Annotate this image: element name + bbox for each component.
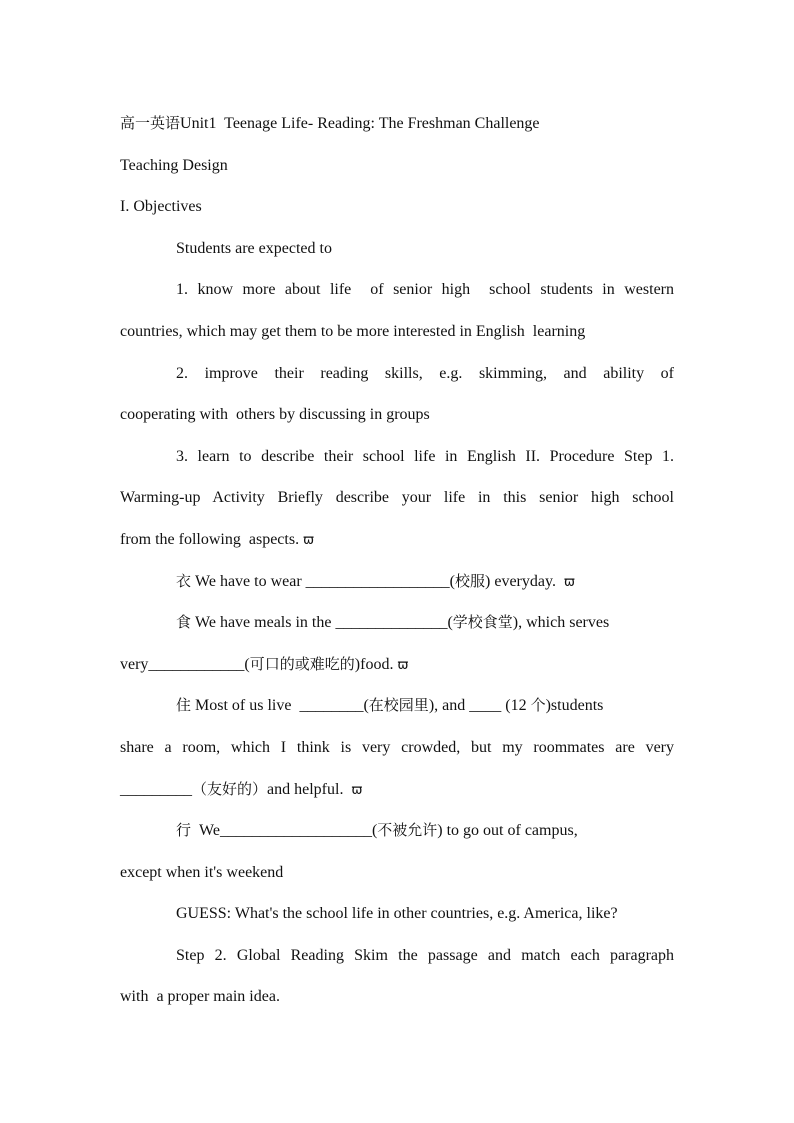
housing-l3-a: _________	[120, 780, 192, 798]
aspect-housing	[120, 685, 674, 727]
travel-end: ) to go out of campus,	[437, 822, 578, 840]
objective-1-line-2: countries, which may get them to be more interested in English learning	[120, 322, 586, 340]
step-2-line-2: with a proper main idea.	[120, 988, 280, 1006]
title-cn: 高一英语	[120, 114, 181, 132]
food-l2-cn-hint: 可口的或难吃的	[249, 654, 355, 673]
clothing-cn-hint: 校服	[455, 571, 486, 590]
travel-cn-hint: 不被允许	[377, 821, 438, 840]
aspect-travel-line-2: except when it's weekend	[120, 863, 284, 881]
guess-question: GUESS: What's the school life in other countries, e.g. America, like?	[176, 905, 618, 923]
clothing-char: 衣	[176, 571, 192, 590]
housing-end: )students	[545, 697, 604, 715]
section-heading-objectives: I. Objectives	[120, 198, 202, 216]
food-char: 食	[176, 613, 192, 632]
food-text: We have meals in the ______________(	[195, 614, 453, 632]
aspect-housing-line-2: share a room, which I think is very crowded, but my roommates are very	[120, 738, 674, 756]
document-title	[120, 103, 674, 145]
bullet-symbol: ϖ	[563, 574, 575, 590]
housing-text: Most of us live ________(	[195, 697, 369, 715]
aspect-travel	[120, 810, 674, 852]
aspect-clothing	[120, 561, 674, 603]
objective-3-line-2: Warming-up Activity Briefly describe your life in this senior high school	[120, 489, 674, 507]
food-end: ), which serves	[512, 614, 610, 632]
clothing-text: We have to wear __________________(	[195, 572, 455, 590]
travel-text: We___________________(	[199, 822, 378, 840]
housing-l3-b: and helpful.	[267, 780, 344, 798]
objective-3-line-3-text: from the following aspects.	[120, 530, 300, 548]
aspect-food-line-2	[120, 644, 674, 686]
title-en: Unit1 Teenage Life- Reading: The Freshman Challenge	[180, 115, 540, 132]
aspect-housing-line-3	[120, 769, 674, 811]
objective-2-line-2: cooperating with others by discussing in groups	[120, 406, 430, 424]
objectives-intro: Students are expected to	[176, 239, 332, 257]
food-cn-hint: 学校食堂	[452, 613, 513, 632]
housing-char: 住	[176, 696, 192, 715]
clothing-end: ) everyday.	[485, 572, 556, 590]
housing-cn-hint-2: 个	[530, 696, 546, 715]
document-body	[120, 103, 674, 1018]
objective-3-line-3	[120, 519, 674, 561]
objective-3-line-1: 3. learn to describe their school life in English II. Procedure Step 1.	[176, 447, 674, 465]
objective-1-line-1: 1. know more about life of senior high school students in western	[176, 281, 674, 299]
objective-2-line-1: 2. improve their reading skills, e.g. skimming, and ability of	[176, 364, 674, 382]
housing-mid: ), and ____ (12	[428, 697, 531, 715]
aspect-food	[120, 602, 674, 644]
bullet-symbol: ϖ	[351, 782, 363, 798]
bullet-symbol: ϖ	[397, 657, 409, 673]
travel-char: 行	[176, 821, 192, 840]
document-subtitle: Teaching Design	[120, 156, 228, 174]
food-l2-a: very____________(	[120, 655, 250, 673]
step-2-line-1: Step 2. Global Reading Skim the passage and match each paragraph	[176, 946, 674, 964]
housing-l3-cn-hint: （友好的）	[192, 779, 268, 798]
bullet-symbol: ϖ	[303, 532, 314, 548]
food-l2-b: )food.	[354, 655, 394, 673]
housing-cn-hint: 在校园里	[368, 696, 429, 715]
